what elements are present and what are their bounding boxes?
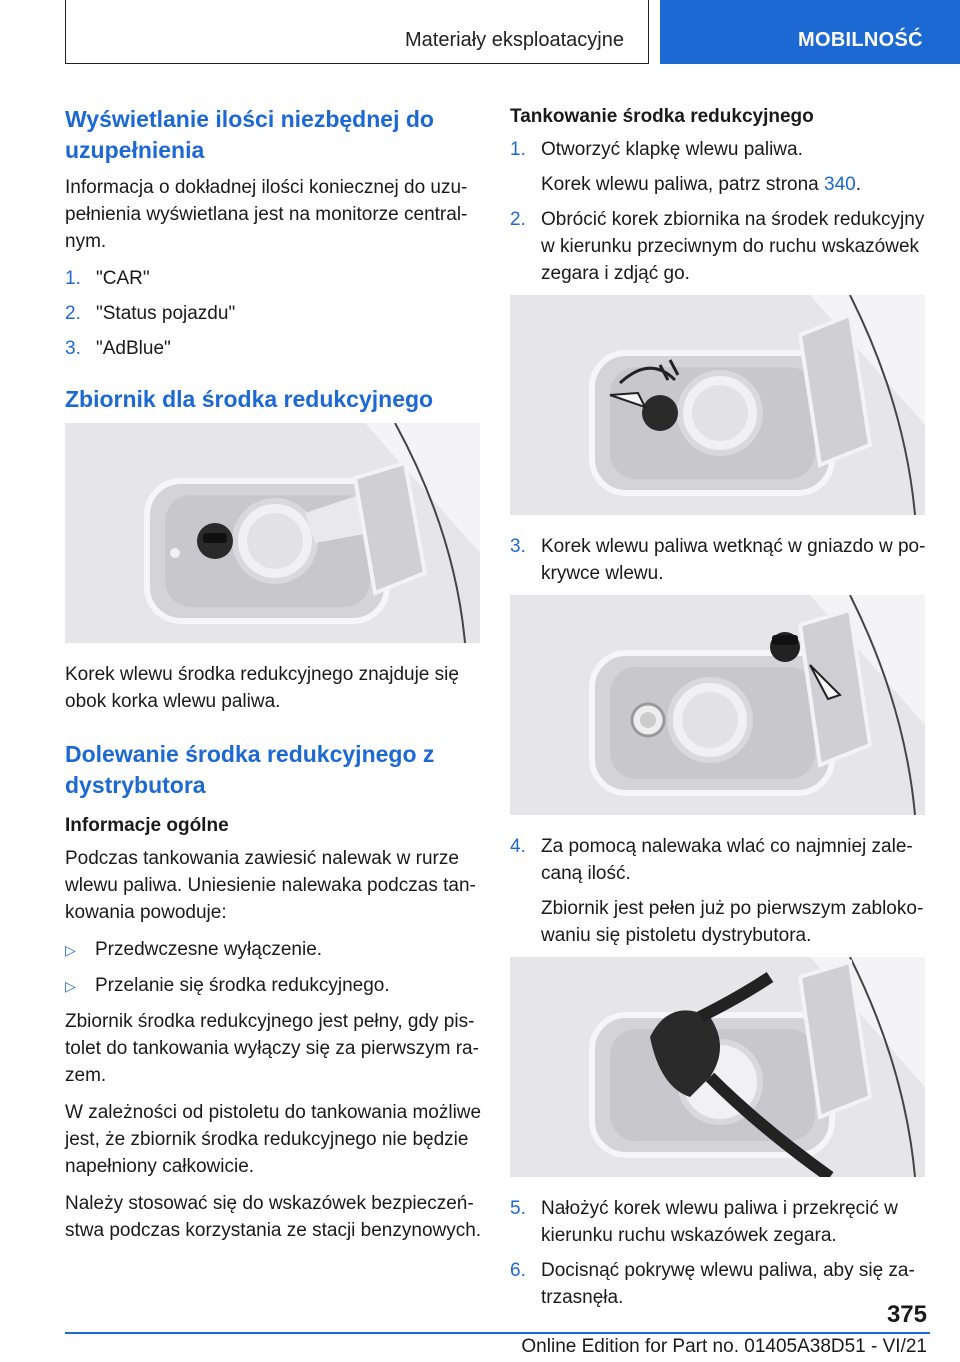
step-number: 2.: [510, 209, 526, 230]
list-item: [510, 833, 930, 887]
paragraph-pump-note: W zależności od pistoletu do tankowania możliwe jest, że zbiornik środka redukcyjnego nie będzie napełniony całkowicie.: [65, 1102, 482, 1177]
heading-refuel-procedure: Tankowanie środka redukcyjnego: [510, 106, 814, 127]
step-text: Za pomocą nalewaka wlać co najmniej zale-caną ilość.: [541, 836, 913, 884]
paragraph-safety: Należy stosować się do wskazówek bezpieczeń-stwa podczas korzystania ze stacji benzynowych.: [65, 1193, 482, 1241]
step-number: 4.: [510, 836, 526, 857]
step-number: 6.: [510, 1260, 526, 1281]
bullet-text: Przelanie się środka redukcyjnego.: [95, 975, 390, 996]
step-text: Nałożyć korek wlewu paliwa i przekręcić w kierunku ruchu wskazówek zegara.: [541, 1198, 898, 1246]
illustration-cap-stowed: [510, 595, 925, 815]
subheading-general: Informacje ogólne: [65, 815, 229, 836]
step-number: 3.: [510, 536, 526, 557]
page-header: [0, 0, 960, 66]
section-header-box: [65, 0, 649, 64]
step-note: Korek wlewu paliwa, patrz strona 340.: [541, 174, 861, 195]
triangle-bullet-icon: ▷: [65, 942, 76, 958]
chapter-tab[interactable]: [660, 0, 960, 64]
illustration-filler-cap-closed: [65, 423, 480, 643]
step-text: "CAR": [96, 268, 150, 289]
step-text: "AdBlue": [96, 338, 171, 359]
list-item: [65, 335, 483, 362]
paragraph-display-info: Informacja o dokładnej ilości koniecznej do uzu-pełnienia wyświetlana jest na monitorze central-nym.: [65, 177, 468, 252]
paragraph-tank-full: Zbiornik środka redukcyjnego jest pełny, gdy pis-tolet do tankowania wyłączy się za pierwszym ra-zem.: [65, 1011, 479, 1086]
list-item: [65, 300, 483, 327]
list-item: [510, 136, 930, 163]
page-link[interactable]: 340: [824, 174, 856, 195]
illustration-nozzle-filling: [510, 957, 925, 1177]
right-column: [510, 104, 930, 1319]
heading-display-quantity: Wyświetlanie ilości niezbędnej do uzupełnienia: [65, 106, 434, 163]
list-item: [510, 533, 930, 587]
footer-divider: [65, 1332, 930, 1334]
list-item: [65, 936, 483, 964]
list-item: [510, 1257, 930, 1311]
step-text: Korek wlewu paliwa wetknąć w gniazdo w po-krywce wlewu.: [541, 536, 926, 584]
step-note: Zbiornik jest pełen już po pierwszym zabloko-waniu się pistoletu dystrybutora.: [541, 898, 924, 946]
bullet-text: Przedwczesne wyłączenie.: [95, 939, 323, 960]
paragraph-cap-location: Korek wlewu środka redukcyjnego znajduje się obok korka wlewu paliwa.: [65, 664, 459, 712]
step-number: 1.: [510, 139, 526, 160]
illustration-remove-cap: [510, 295, 925, 515]
paragraph-refuel-info: Podczas tankowania zawiesić nalewak w rurze wlewu paliwa. Uniesienie nalewaka podczas tan-kowania powoduje:: [65, 848, 476, 923]
step-text: Docisnąć pokrywę wlewu paliwa, aby się za-trzasnęła.: [541, 1260, 915, 1308]
step-number: 5.: [510, 1198, 526, 1219]
step-text: Otworzyć klapkę wlewu paliwa.: [541, 139, 803, 160]
heading-tank: Zbiornik dla środka redukcyjnego: [65, 386, 434, 412]
step-text: Obrócić korek zbiornika na środek redukcyjny w kierunku przeciwnym do ruchu wskazówek zegara i zdjąć go.: [541, 209, 925, 284]
edition-info: Online Edition for Part no. 01405A38D51 - VI/21: [521, 1336, 927, 1357]
menu-steps-list: [65, 265, 483, 362]
left-column: [65, 104, 483, 1254]
page-number: 375: [886, 1301, 927, 1328]
list-item: [510, 1195, 930, 1249]
list-item: [65, 972, 483, 1000]
section-title: Materiały eksploatacyjne: [405, 29, 624, 51]
list-item: [510, 206, 930, 287]
list-item: [65, 265, 483, 292]
heading-refill-pump: Dolewanie środka redukcyjnego z dystrybutora: [65, 741, 435, 798]
step-number: 2.: [65, 303, 81, 324]
triangle-bullet-icon: ▷: [65, 978, 76, 994]
step-number: 3.: [65, 338, 81, 359]
step-text: "Status pojazdu": [96, 303, 236, 324]
chapter-tab-label: MOBILNOŚĆ: [798, 29, 923, 51]
step-number: 1.: [65, 268, 81, 289]
